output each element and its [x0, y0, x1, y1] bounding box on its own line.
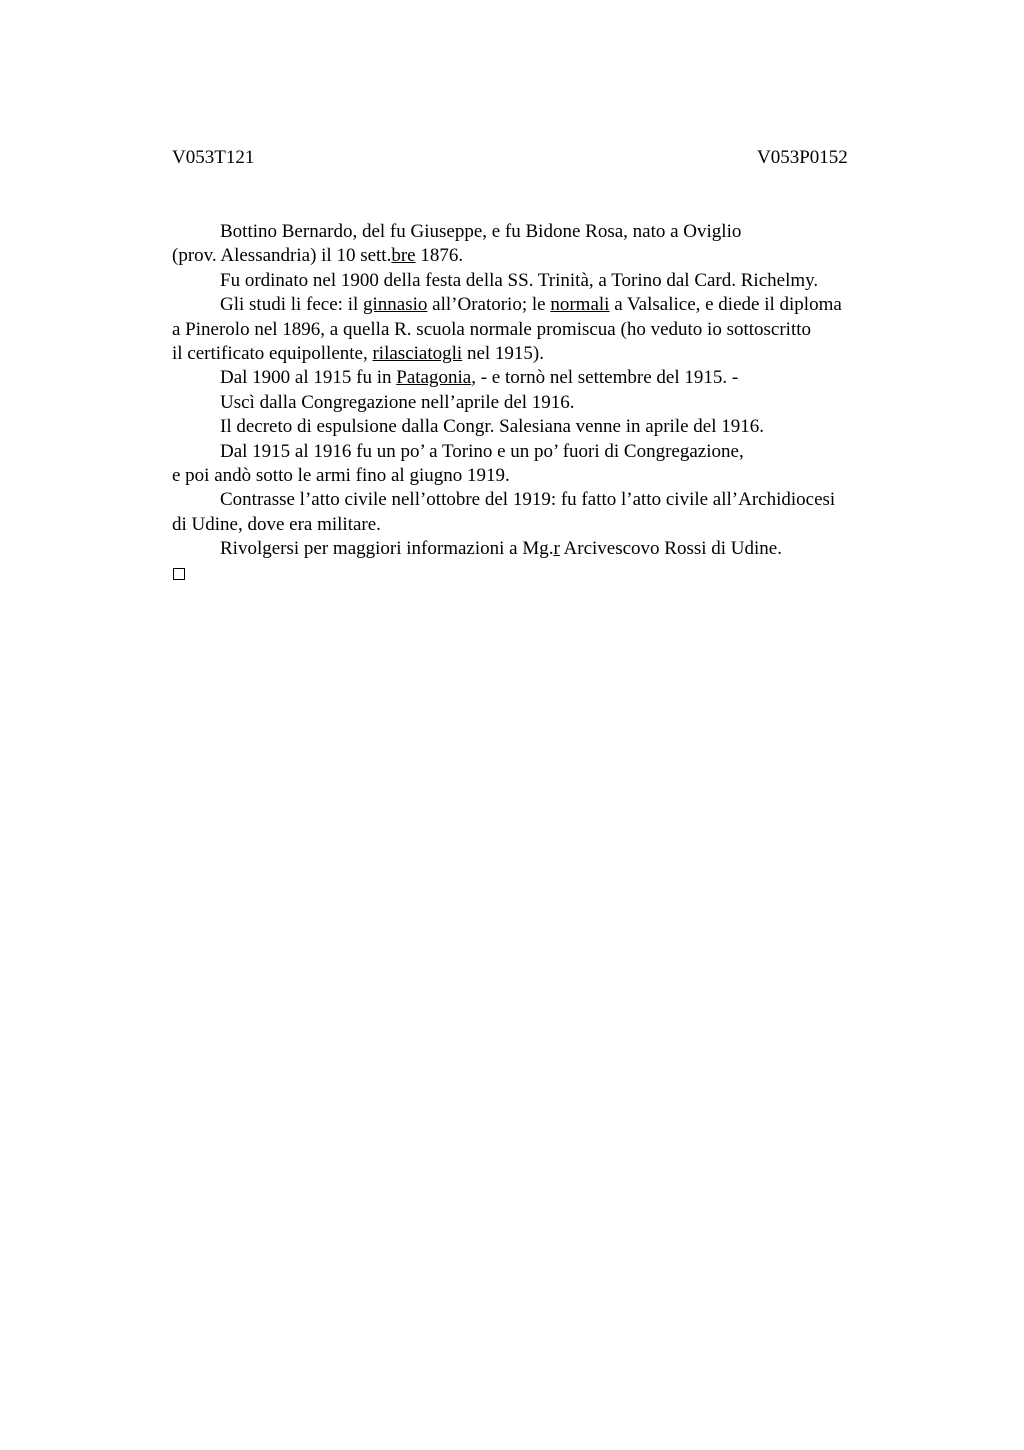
text-line: Gli studi li fece: il ginnasio all’Oratorio; le normali a Valsalice, e diede il diploma [220, 294, 842, 316]
text-line: e poi andò sotto le armi fino al giugno 1919. [172, 464, 510, 486]
underlined-word: normali [550, 294, 610, 316]
underlined-word: Patagonia [396, 367, 472, 389]
text-line: a Pinerolo nel 1896, a quella R. scuola normale promiscua (ho veduto io sottoscritto [172, 318, 812, 340]
underlined-word: ginnasio [363, 294, 428, 316]
underlined-word: bre [391, 245, 416, 267]
text-line: (prov. Alessandria) il 10 sett.bre 1876. [172, 245, 464, 267]
text-line: Bottino Bernardo, del fu Giuseppe, e fu Bidone Rosa, nato a Oviglio [220, 221, 742, 242]
text-line: Fu ordinato nel 1900 della festa della SS. Trinità, a Torino dal Card. Richelmy. [220, 269, 819, 291]
text-line: Rivolgersi per maggiori informazioni a Mg.r Arcivescovo Rossi di Udine. [220, 538, 782, 560]
document-code-left: V053T121 [172, 147, 255, 168]
text-line: di Udine, dove era militare. [172, 513, 381, 535]
text-line: Dal 1900 al 1915 fu in Patagonia, - e tornò nel settembre del 1915. - [220, 367, 739, 389]
text-line: Il decreto di espulsione dalla Congr. Salesiana venne in aprile del 1916. [220, 416, 764, 438]
document-body [172, 220, 912, 580]
underlined-word: rilasciatogli [372, 342, 463, 364]
document-code-right: V053P0152 [757, 147, 848, 168]
text-line: il certificato equipollente, rilasciatogli nel 1915). [172, 342, 544, 364]
text-line: Contrasse l’atto civile nell’ottobre del 1919: fu fatto l’atto civile all’Archidiocesi [220, 489, 836, 511]
text-line: Dal 1915 al 1916 fu un po’ a Torino e un po’ fuori di Congregazione, [220, 440, 744, 462]
underlined-word: r [553, 538, 560, 560]
text-line: Uscì dalla Congregazione nell’aprile del 1916. [220, 391, 575, 413]
end-of-document-box-icon [173, 568, 185, 580]
